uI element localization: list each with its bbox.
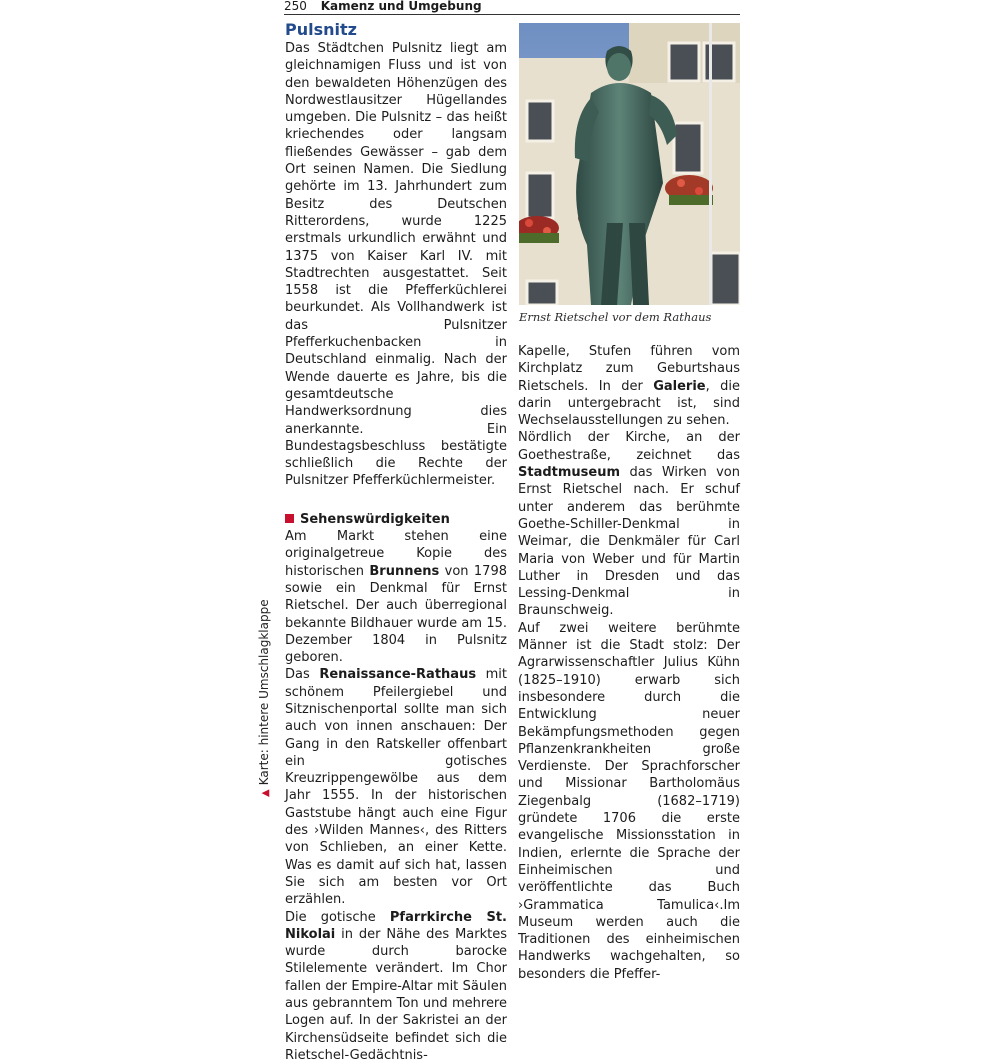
map-reference bbox=[257, 599, 273, 797]
map-arrow-icon: ▲ bbox=[260, 789, 271, 797]
highlight-kirche: Pfarrkirche St. Nikolai bbox=[285, 909, 507, 942]
red-square-bullet-icon bbox=[285, 514, 294, 523]
statue-illustration bbox=[519, 23, 740, 305]
highlight-brunnens: Brunnens bbox=[369, 563, 440, 579]
highlight-galerie: Galerie bbox=[653, 378, 706, 394]
section-heading-text: Sehenswürdigkeiten bbox=[300, 511, 450, 527]
left-column bbox=[285, 20, 507, 1064]
paragraph-brunnen bbox=[285, 528, 507, 666]
highlight-stadtmuseum: Stadtmuseum bbox=[518, 465, 621, 481]
running-header bbox=[284, 0, 740, 15]
paragraph-stadtmuseum bbox=[518, 429, 740, 619]
right-column bbox=[518, 343, 740, 983]
map-reference-text: Karte: hintere Umschlagklappe bbox=[257, 599, 271, 786]
paragraph-text: in der Nähe des Marktes wurde durch barocke Stilelemente verändert. Im Chor fallen der Empire-Altar mit Säulen aus gebranntem Ton und mehrere Logen auf. In der Sakristei an der Kirchensüdseite befindet sich die Rietschel-Gedächtnis- bbox=[285, 926, 507, 1063]
paragraph-text: Am Markt stehen eine originalgetreue Kopie des historischen bbox=[285, 529, 507, 579]
paragraph-text: mit schönem Pfeilergiebel und Sitznischenportal sollte man sich auch von innen anschauen: Der Gang in den Ratskeller offenbart ein gotisches Kreuzrippengewölbe aus dem Jahr 1555. In der historischen Gaststube hängt auch eine Figur des ›Wilden Mannes‹, des Ritters von Schlieben, an einer Kette. Was es damit auf sich hat, lassen Sie sich am besten vor Ort erzählen. bbox=[285, 667, 507, 908]
paragraph-text: Das bbox=[285, 667, 320, 683]
paragraph-text: Nördlich der Kirche, an der Goethestraße, zeichnet das bbox=[518, 430, 740, 463]
section-heading bbox=[285, 511, 507, 528]
paragraph-text: von 1798 sowie ein Denkmal für Ernst Rietschel. Der auch überregional bekannte Bildhauer wurde am 15. Dezember 1804 in Pulsnitz geboren. bbox=[285, 563, 507, 666]
paragraph-beruehmte-maenner: Auf zwei weitere berühmte Männer ist die Stadt stolz: Der Agrarwissenschaftler Julius Kühn (1825–1910) erwarb sich insbesondere durch die Entwicklung neuer Bekämpfungsmethoden gegen Pflanzenkrankheiten große Verdienste. Der Sprachforscher und Missionar Bartholomäus Ziegenbalg (1682–1719) gründete 1706 die erste evangelische Missionsstation in Indien, erlernte die Sprache der Einheimischen und veröffentlichte das Buch ›Grammatica Tamulica‹.Im Museum werden auch die Traditionen des einheimischen Handwerks wachgehalten, so besonders die Pfeffer- bbox=[518, 620, 740, 982]
page-number: 250 bbox=[284, 0, 307, 13]
article-title: Pulsnitz bbox=[285, 20, 357, 39]
paragraph-text: Die gotische bbox=[285, 909, 390, 925]
highlight-rathaus: Renaissance-Rathaus bbox=[319, 667, 477, 683]
chapter-title: Kamenz und Umgebung bbox=[320, 0, 482, 13]
intro-paragraph: Das Städtchen Pulsnitz liegt am gleichnamigen Fluss und ist von den bewaldeten Höhenzügen des Nordwestlausitzer Hügellandes umgeben. Die Pulsnitz – das heißt kriechendes oder langsam fließendes Gewässer – gab dem Ort seinen Namen. Die Siedlung gehörte im 13. Jahrhundert zum Besitz des Deutschen Ritterordens, wurde 1225 erstmals urkundlich erwähnt und 1375 von Kaiser Karl IV. mit Stadtrechten ausgestattet. Seit 1558 ist die Pfefferküchlerei beurkundet. Als Vollhandwerk ist das Pulsnitzer Pfefferkuchenbacken in Deutschland einmalig. Nach der Wende dauerte es Jahre, bis die gesamtdeutsche Handwerksordnung dies anerkannte. Ein Bundestagsbeschluss bestätigte schließlich die Rechte der Pulsnitzer Pfefferküchlermeister. bbox=[285, 41, 507, 489]
paragraph-rathaus bbox=[285, 666, 507, 908]
paragraph-text: , die darin untergebracht ist, sind Wechselausstellungen zu sehen. bbox=[518, 378, 740, 429]
paragraph-text: Kapelle, Stufen führen vom Kirchplatz zum Geburtshaus Rietschels. In der bbox=[518, 344, 740, 394]
statue-photo bbox=[519, 23, 740, 305]
paragraph-kapelle bbox=[518, 343, 740, 429]
paragraph-kirche bbox=[285, 909, 507, 1064]
photo-caption: Ernst Rietschel vor dem Rathaus bbox=[519, 310, 712, 324]
paragraph-text: das Wirken von Ernst Rietschel nach. Er schuf unter anderem das berühmte Goethe-Schiller-Denkmal in Weimar, die Denkmäler für Carl Maria von Weber und für Martin Luther in Dresden und das Lessing-Denkmal in Braunschweig. bbox=[518, 465, 740, 619]
